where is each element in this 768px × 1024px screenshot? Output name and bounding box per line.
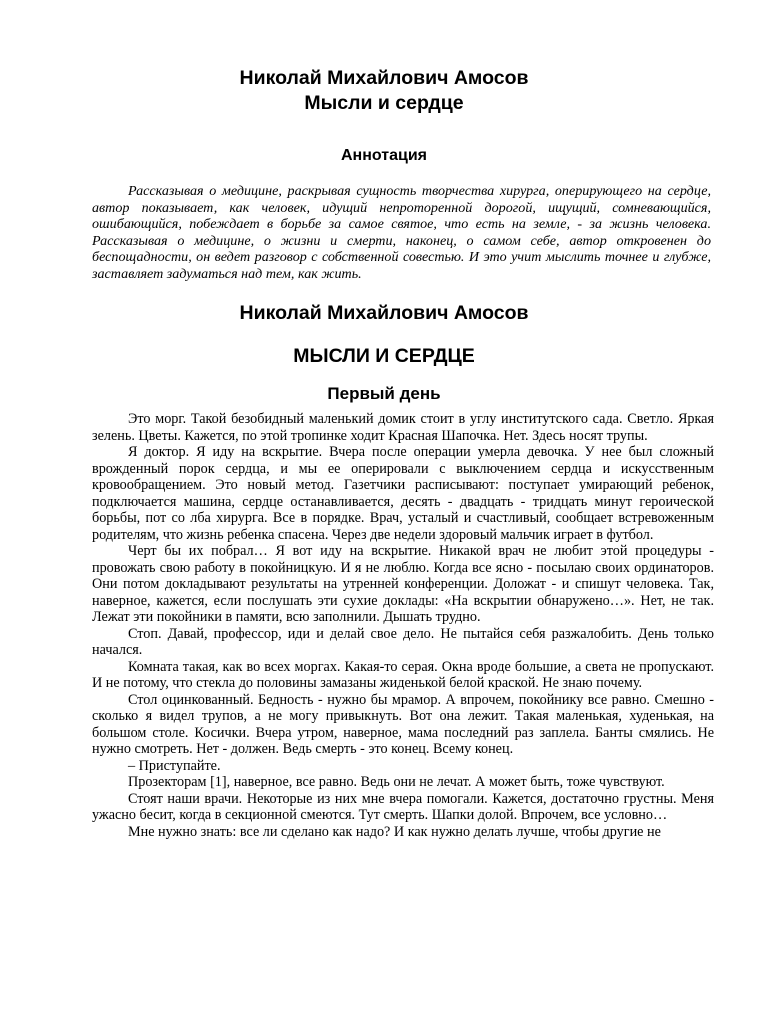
paragraph: Черт бы их побрал… Я вот иду на вскрытие. Никакой врач не любит этой процедуры - провожать свою работу в покойницкую. И я не люблю. Когда все ясно - посылаю своих ординаторов. Они потом докладывают результаты на утренней конференции. Доложат - и спишут человека. Так, наверное, кажется, если послушать эти сухие доклады: «На вскрытии обнаружено…». Нет, не так. Лежат эти покойники в памяти, всю заполнили. Дышать трудно.: [92, 543, 714, 625]
paragraph: Я доктор. Я иду на вскрытие. Вчера после операции умерла девочка. У нее был сложный врожденный порок сердца, и мы ее оперировали с выключением сердца и искусственным кровообращением. Это новый метод. Газетчики расписывают: поступает умирающий ребенок, подключается машина, сердце останавливается, десять - двадцать - тридцать минут героической борьбы, пот со лба хирурга. Все в порядке. Врач, усталый и счастливый, сообщает встревоженным родителям, что жизнь ребенка спасена. Через две недели здоровый мальчик играет в футбол.: [92, 444, 714, 543]
book-title: МЫСЛИ И СЕРДЦЕ: [293, 345, 475, 367]
header-author: Николай Михайлович Амосов: [239, 67, 529, 89]
chapter-body: [92, 411, 714, 840]
annotation-text: Рассказывая о медицине, раскрывая сущность творчества хирурга, оперирующего на сердце, автор показывает, как человек, идущий непроторенной дорогой, ищущий, сомневающийся, ошибающийся, побеждает в борьбе за самое святое, что есть на земле, - за жизнь человека. Рассказывая о медицине, о жизни и смерти, наконец, о самом себе, автор откровенен до беспощадности, он ведет разговор с собственной совестью. И это учит мыслить точнее и глубже, заставляет задуматься над тем, как жить.: [92, 183, 711, 282]
header-title: Мысли и сердце: [304, 92, 464, 114]
paragraph: Это морг. Такой безобидный маленький домик стоит в углу институтского сада. Светло. Яркая зелень. Цветы. Кажется, по этой тропинке ходит Красная Шапочка. Нет. Здесь носят трупы.: [92, 411, 714, 444]
annotation-heading: Аннотация: [341, 147, 427, 164]
paragraph: Прозекторам [1], наверное, все равно. Ведь они не лечат. А может быть, тоже чувствуют.: [128, 774, 665, 790]
paragraph: Стоп. Давай, профессор, иди и делай свое дело. Не пытайся себя разжалобить. День только начался.: [92, 625, 714, 658]
chapter-heading: Первый день: [327, 384, 441, 403]
paragraph: Мне нужно знать: все ли сделано как надо? И как нужно делать лучше, чтобы другие не: [128, 823, 661, 840]
paragraph: – Приступайте.: [128, 757, 221, 774]
book-author: Николай Михайлович Амосов: [239, 302, 529, 324]
paragraph: Стоят наши врачи. Некоторые из них мне вчера помогали. Кажется, достаточно грустны. Меня ужасно бесит, когда в секционной смеются. Тут смерть. Шапки долой. Впрочем, все условно…: [92, 790, 714, 823]
paragraph: Комната такая, как во всех моргах. Какая-то серая. Окна вроде большие, а света не пропускают. И не потому, что стекла до половины замазаны жиденькой белой краской. Не знаю почему.: [92, 658, 714, 691]
paragraph: Стол оцинкованный. Бедность - нужно бы мрамор. А впрочем, покойнику все равно. Смешно - сколько я видел трупов, а не могу привыкнуть. Вот она лежит. Такая маленькая, худенькая, на большом столе. Косички. Вчера утром, наверное, мама последний раз заплела. Банты смялись. Не нужно смотреть. Нет - должен. Ведь смерть - это конец. Всему конец.: [92, 691, 714, 757]
